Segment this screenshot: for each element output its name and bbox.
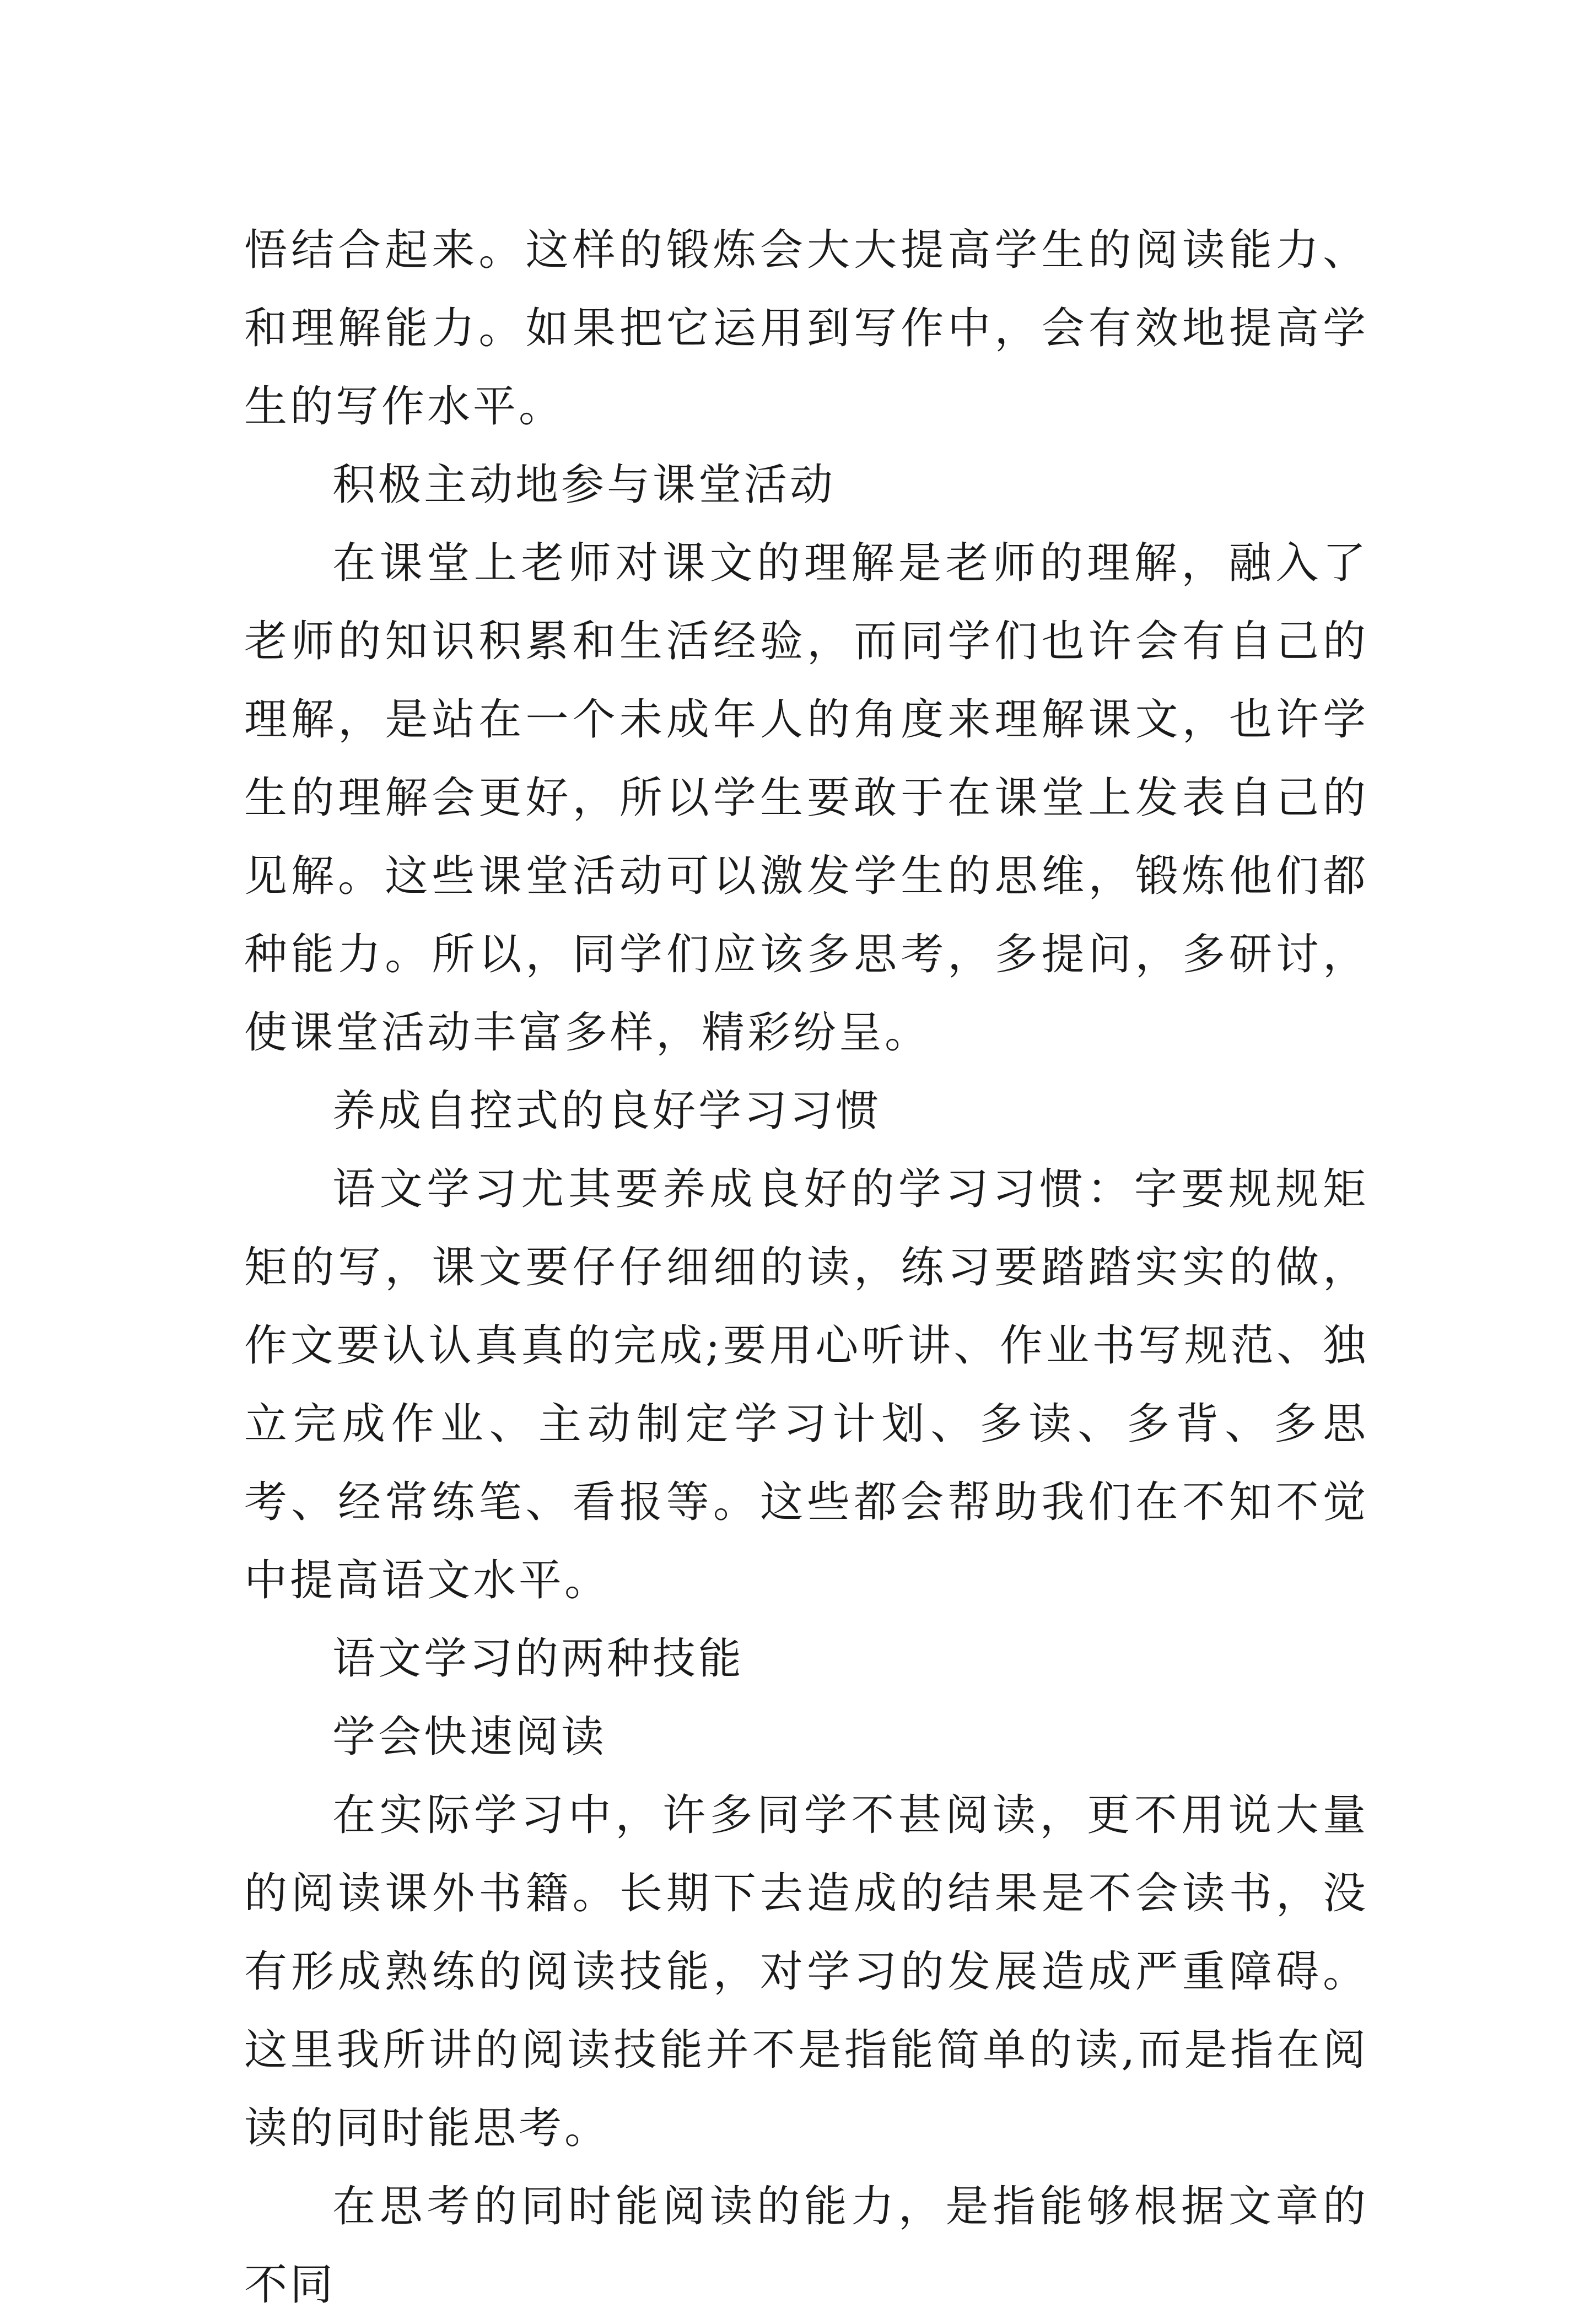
heading-two-skills: 语文学习的两种技能 [332, 1634, 745, 1684]
document-body [244, 211, 1368, 2324]
paragraph-classroom-activity: 在课堂上老师对课文的理解是老师的理解，融入了老师的知识积累和生活经验，而同学们也许会有自己的理解，是站在一个未成年人的角度来理解课文，也许学生的理解会更好，所以学生要敢于在课堂上发表自己的见解。这些课堂活动可以激发学生的思维，锻炼他们都种能力。所以，同学们应该多思考，多提问，多研讨，使课堂活动丰富多样，精彩纷呈。 [244, 538, 1368, 1058]
paragraph-thinking-reading: 在思考的同时能阅读的能力，是指能够根据文章的不同 [244, 2182, 1368, 2310]
heading-study-habits: 养成自控式的良好学习习惯 [332, 1086, 882, 1136]
paragraph-fast-reading: 在实际学习中，许多同学不甚阅读，更不用说大量的阅读课外书籍。长期下去造成的结果是不会读书，没有形成熟练的阅读技能，对学习的发展造成严重障碍。这里我所讲的阅读技能并不是指能简单的读,而是指在阅读的同时能思考。 [244, 1791, 1368, 2153]
paragraph-1: 悟结合起来。这样的锻炼会大大提高学生的阅读能力、和理解能力。如果把它运用到写作中，会有效地提高学生的写作水平。 [244, 225, 1368, 432]
heading-fast-reading: 学会快速阅读 [332, 1712, 607, 1762]
heading-active-participation: 积极主动地参与课堂活动 [332, 460, 836, 510]
paragraph-study-habits: 语文学习尤其要养成良好的学习习惯：字要规规矩矩的写，课文要仔仔细细的读，练习要踏踏实实的做，作文要认认真真的完成;要用心听讲、作业书写规范、独立完成作业、主动制定学习计划、多读、多背、多思考、经常练笔、看报等。这些都会帮助我们在不知不觉中提高语文水平。 [244, 1164, 1368, 1605]
